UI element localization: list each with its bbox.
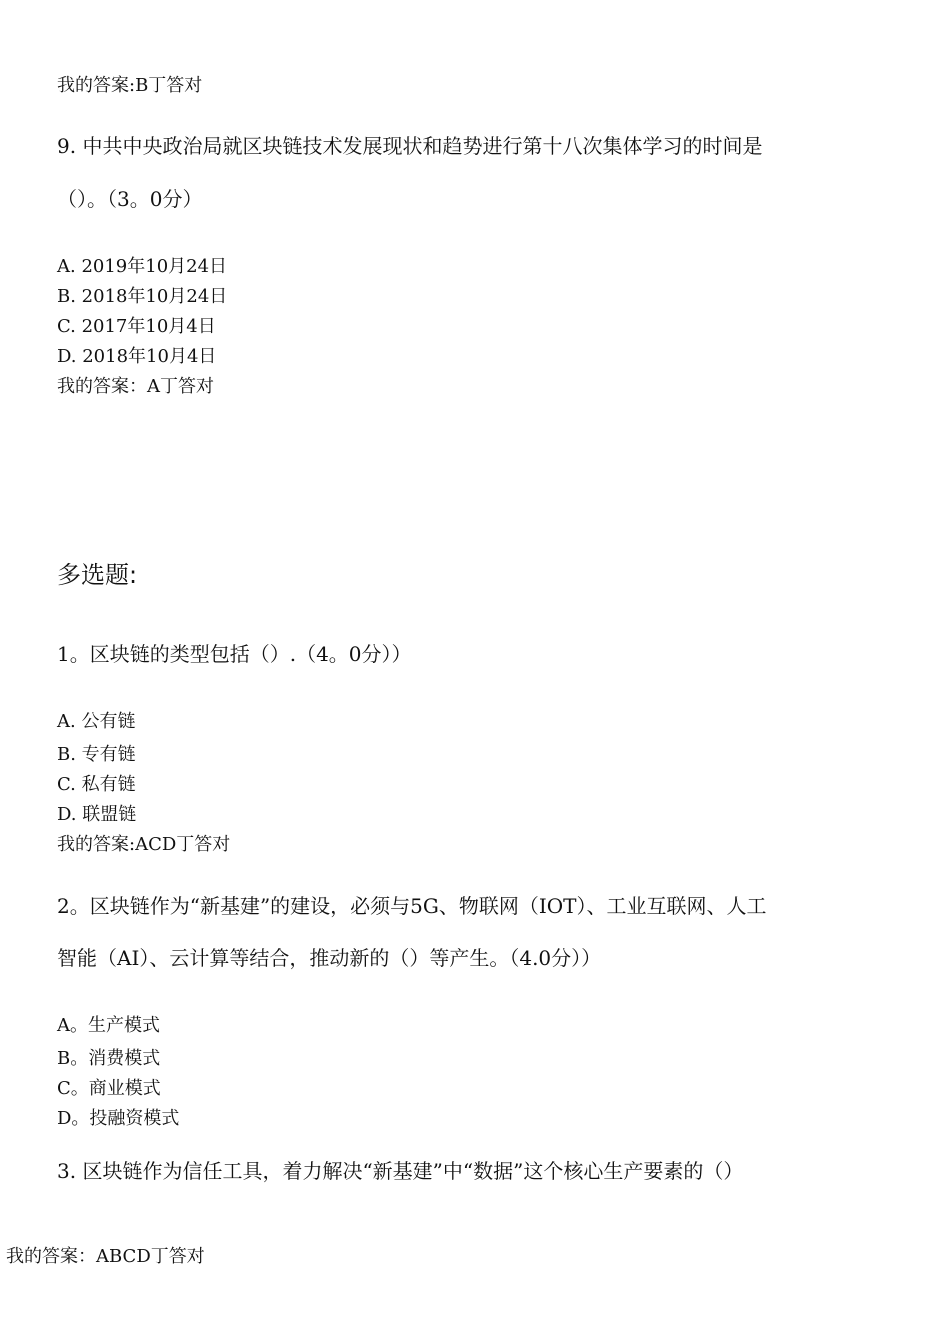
question-text: 3. 区块链作为信任工具，着力解决“新基建”中“数据”这个核心生产要素的（） bbox=[57, 1159, 744, 1183]
option-c: C. 私有链 bbox=[57, 774, 136, 795]
option-c: C. 2017年10月4日 bbox=[57, 316, 216, 337]
option-d: D. 联盟链 bbox=[57, 804, 137, 825]
answer-line: 我的答案:ACD丁答对 bbox=[57, 834, 231, 855]
option-a: A。生产模式 bbox=[57, 1015, 160, 1036]
question-text: 9. 中共中央政治局就区块链技术发展现状和趋势进行第十八次集体学习的时间是 bbox=[57, 134, 763, 158]
answer-line: 我的答案:B丁答对 bbox=[57, 75, 203, 96]
option-c: C。商业模式 bbox=[57, 1078, 161, 1099]
option-b: B。消费模式 bbox=[57, 1048, 161, 1069]
question-text-continued: （）。（3。0分） bbox=[57, 187, 203, 211]
question-text: 2。区块链作为“新基建”的建设，必须与5G、物联网（IOT）、工业互联网、人工 bbox=[57, 894, 767, 918]
section-title: 多选题: bbox=[57, 561, 138, 589]
option-a: A. 2019年10月24日 bbox=[57, 256, 228, 277]
option-d: D。投融资模式 bbox=[57, 1108, 180, 1129]
question-text-continued: 智能（AI）、云计算等结合，推动新的（）等产生。（4.0分）） bbox=[57, 946, 602, 970]
option-d: D. 2018年10月4日 bbox=[57, 346, 217, 367]
option-b: B. 2018年10月24日 bbox=[57, 286, 228, 307]
option-a: A. 公有链 bbox=[57, 711, 136, 732]
answer-line: 我的答案：A丁答对 bbox=[57, 376, 214, 397]
answer-line: 我的答案：ABCD丁答对 bbox=[6, 1246, 205, 1267]
option-b: B. 专有链 bbox=[57, 744, 136, 765]
question-text: 1。区块链的类型包括（）.（4。0分）） bbox=[57, 642, 412, 666]
